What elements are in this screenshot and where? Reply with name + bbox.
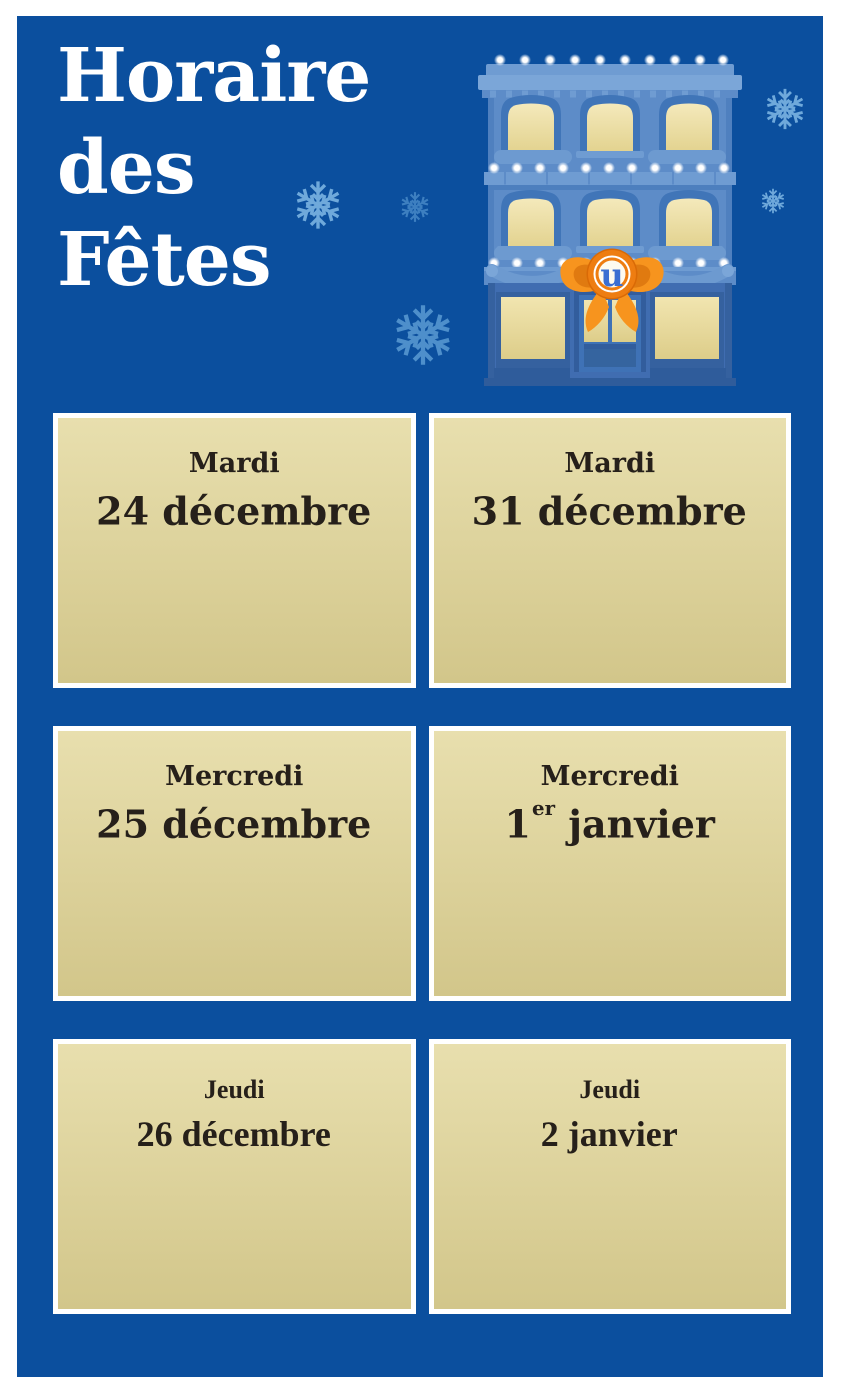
- card-date-label: 26 décembre: [136, 1114, 331, 1154]
- schedule-card-dec24: [53, 413, 416, 688]
- schedule-card-dec31: [429, 413, 792, 688]
- card-surface: [58, 731, 411, 996]
- card-surface: [434, 1044, 787, 1309]
- snowflake-icon: [759, 187, 787, 215]
- card-day-label: Jeudi: [579, 1075, 641, 1104]
- card-day-label: Mercredi: [540, 761, 679, 792]
- card-date-label: 24 décembre: [96, 488, 372, 534]
- schedule-card-dec26: [53, 1039, 416, 1314]
- snowflake-icon: [291, 178, 345, 232]
- schedule-card-jan1: [429, 726, 792, 1001]
- card-date-label: 25 décembre: [96, 801, 372, 847]
- store-logo: [587, 249, 638, 300]
- schedule-grid: [53, 413, 791, 1314]
- title-line-1: Horaire: [57, 33, 371, 119]
- card-date-label: 2 janvier: [540, 1114, 678, 1154]
- snowflake-icon: [762, 86, 808, 132]
- poster-background: [17, 16, 823, 1377]
- snowflake-icon: [389, 301, 457, 369]
- card-date-label: 31 décembre: [471, 488, 747, 534]
- page-title: [57, 30, 370, 306]
- card-surface: [434, 418, 787, 683]
- store-logo-letter: u: [600, 256, 624, 294]
- schedule-card-jan2: [429, 1039, 792, 1314]
- title-line-2: des: [57, 125, 195, 211]
- title-line-3: Fêtes: [57, 217, 271, 303]
- card-day-label: Mercredi: [165, 761, 304, 792]
- card-day-label: Mardi: [564, 448, 656, 479]
- card-surface: [58, 1044, 411, 1309]
- schedule-card-dec25: [53, 726, 416, 1001]
- card-surface: [58, 418, 411, 683]
- store-building-illustration: [470, 50, 750, 390]
- card-day-label: Jeudi: [203, 1075, 265, 1104]
- card-day-label: Mardi: [188, 448, 280, 479]
- card-surface: [434, 731, 787, 996]
- snowflake-icon: [398, 190, 432, 224]
- card-date-label: 1er janvier: [504, 795, 715, 847]
